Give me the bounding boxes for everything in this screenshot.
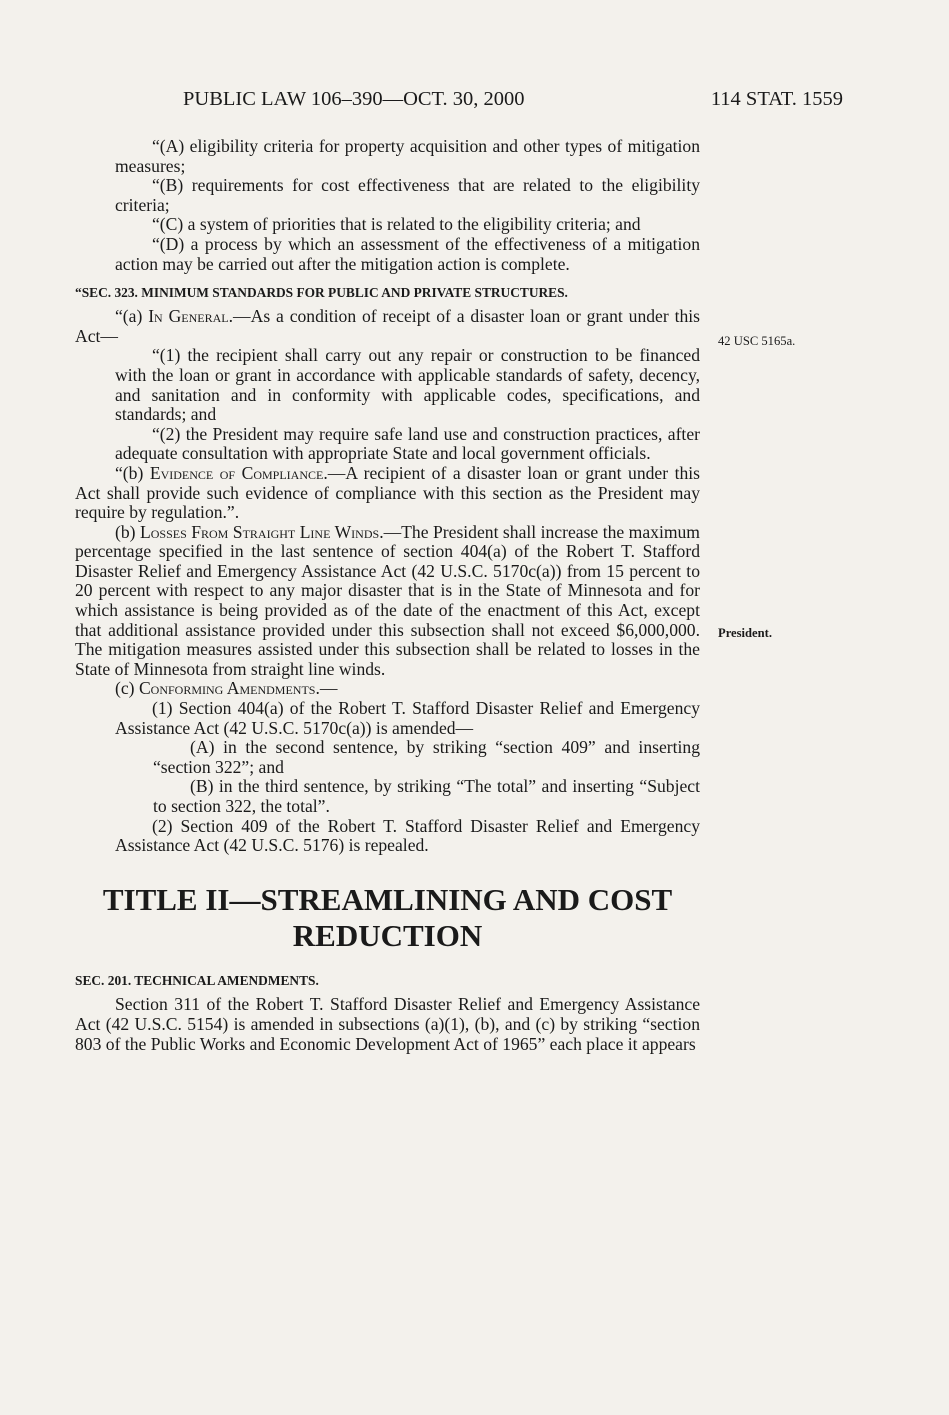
paragraph-c1: (1) Section 404(a) of the Robert T. Stafford Disaster Relief and Emergency Assistance Act (42 U.S.C. 5170c(a)) is amended— (115, 698, 700, 738)
subsection-b-body: .—A recipient of a disaster loan or grant under this Act shall provide such evidence of compliance with this section as the President may require by regulation.”. (75, 462, 701, 523)
section-201-body: Section 311 of the Robert T. Stafford Disaster Relief and Emergency Assistance Act (42 U.S.C. 5154) is amended in subsections (a)(1), (b), and (c) by striking “section 803 of the Public Works and Economic Development Act of 1965” each place it appears (75, 994, 700, 1054)
title-ii-line2: REDUCTION (292, 917, 483, 953)
statute-page-number: 114 STAT. 1559 (710, 88, 843, 110)
document-body (75, 137, 700, 1054)
title-ii-heading (75, 882, 700, 954)
conforming-prefix: (c) (115, 678, 139, 699)
subsection-b-prefix: “(b) (115, 462, 150, 483)
paragraph-c2: (2) Section 409 of the Robert T. Stafford Disaster Relief and Emergency Assistance Act (42 U.S.C. 5176) is repealed. (115, 815, 700, 856)
subsection-a-heading: In General (148, 306, 229, 327)
paragraph-b-requirements: “(B) requirements for cost effectiveness that are related to the eligibility criteria; (115, 175, 700, 215)
subsection-b-evidence (75, 464, 700, 523)
paragraph-1-recipient: “(1) the recipient shall carry out any repair or construction to be financed with the loan or grant in accordance with applicable standards of safety, decency, and sanitation and in conformity with applicable codes, specifications, and standards; and (115, 345, 700, 425)
section-323-heading: “SEC. 323. MINIMUM STANDARDS FOR PUBLIC AND PRIVATE STRUCTURES. (75, 285, 568, 301)
paragraph-d-process: “(D) a process by which an assessment of the effectiveness of a mitigation action may be carried out after the mitigation action is complete. (115, 233, 700, 274)
public-law-citation: PUBLIC LAW 106–390—OCT. 30, 2000 (183, 88, 525, 110)
paragraph-c1b: (B) in the third sentence, by striking “The total” and inserting “Subject to section 322, the total”. (153, 776, 700, 816)
subsection-a-body: .—As a condition of receipt of a disaster loan or grant under this Act— (75, 306, 701, 346)
losses-heading: Losses From Straight Line Winds (139, 521, 380, 542)
section-201-heading: SEC. 201. TECHNICAL AMENDMENTS. (75, 972, 319, 988)
margin-note-president: President. (718, 626, 772, 640)
paragraph-a-criteria: “(A) eligibility criteria for property acquisition and other types of mitigation measures; (115, 136, 700, 176)
margin-note-usc: 42 USC 5165a. (718, 334, 796, 348)
subsection-a-in-general (75, 307, 700, 346)
losses-prefix: (b) (115, 521, 140, 542)
conforming-heading: Conforming Amendments (138, 678, 316, 699)
conforming-body: .— (315, 678, 338, 699)
paragraph-2-president: “(2) the President may require safe land use and construction practices, after adequate consultation with appropriate State and local government officials. (115, 423, 700, 464)
losses-body: .—The President shall increase the maximum percentage specified in the last sentence of section 404(a) of the Robert T. Stafford Disaster Relief and Emergency Assistance Act (42 U.S.C. 5170c(a)) from 15 percent to 20 percent with respect to any major disaster that is in the State of Minnesota and for which assistance is being provided as of the date of the enactment of this Act, except that additional assistance provided under this subsection shall not exceed $6,000,000. The mitigation measures assisted under this subsection shall be related to losses in the State of Minnesota from straight line winds. (75, 521, 700, 679)
subsection-b-losses (75, 523, 700, 680)
running-header (183, 88, 843, 114)
paragraph-c-priorities: “(C) a system of priorities that is related to the eligibility criteria; and (152, 214, 641, 235)
paragraph-c1a: (A) in the second sentence, by striking “section 409” and inserting “section 322”; and (153, 737, 700, 777)
subsection-b-heading: Evidence of Compliance (149, 462, 324, 483)
subsection-a-prefix: “(a) (115, 306, 149, 327)
subsection-c-conforming (75, 679, 700, 699)
title-ii-line1: TITLE II—STREAMLINING AND COST (102, 881, 673, 917)
